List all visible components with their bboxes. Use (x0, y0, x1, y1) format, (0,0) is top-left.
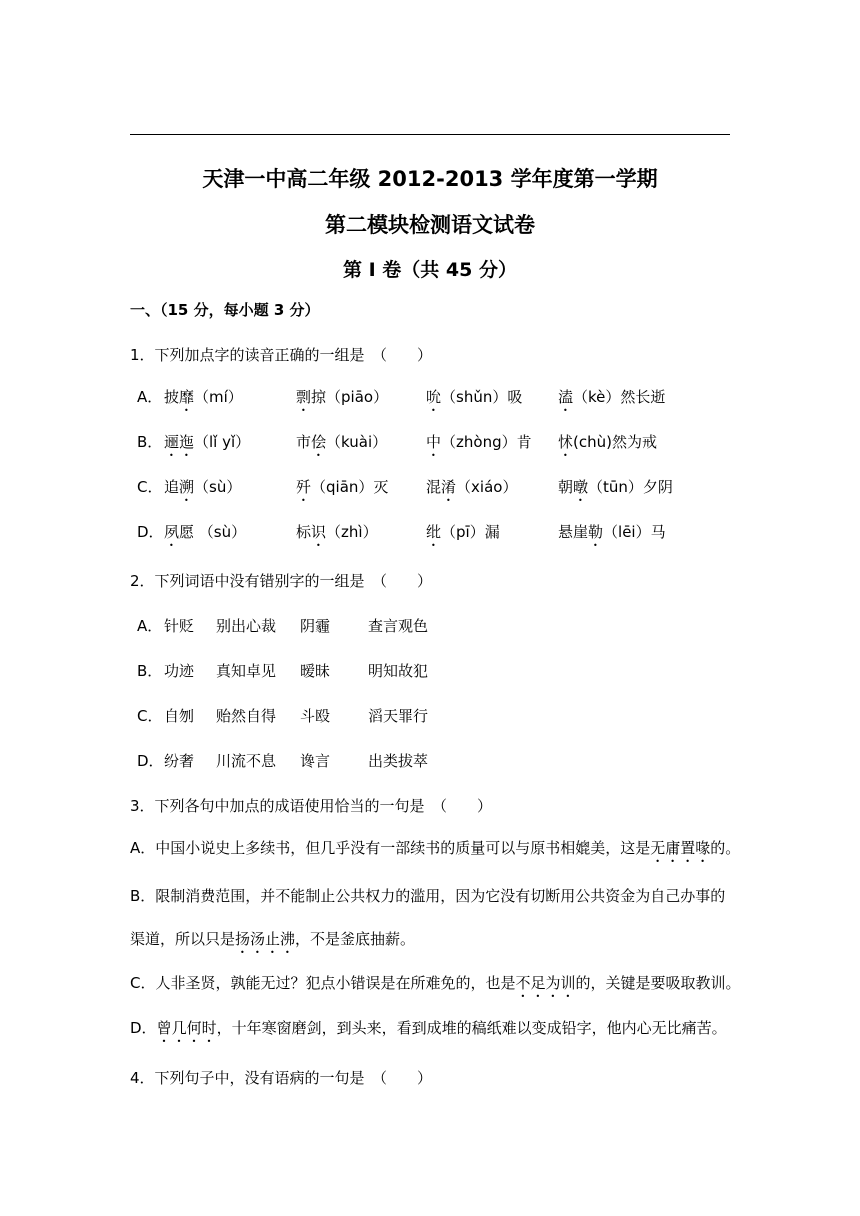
option-label: A． (137, 617, 163, 635)
option-item: 查言观色 (368, 617, 429, 635)
option-item: 真知卓见 (216, 662, 277, 680)
option-label: B． (137, 662, 163, 680)
question-3-option-c: C．人非圣贤，孰能无过？犯点小错误是在所难免的，也是不足为训的，关键是要吸取教训。 (130, 974, 741, 992)
option-item: 中（zhòng）肯 (426, 433, 532, 451)
option-item: 明知故犯 (368, 662, 429, 680)
option-item: 混淆（xiáo） (426, 478, 518, 496)
dotted-idiom: 曾几何时 (156, 1019, 217, 1037)
dotted-char: 勒 (588, 523, 604, 541)
option-item: 剽掠（piāo） (296, 388, 389, 406)
question-2-stem: 2．下列词语中没有错别字的一组是 （ ） (130, 572, 433, 590)
exam-title: 天津一中高二年级 2012-2013 学年度第一学期 (202, 167, 658, 191)
option-item: 朝暾（tūn）夕阴 (558, 478, 673, 496)
dotted-char: 溘 (558, 388, 574, 406)
dotted-char: 靡 (179, 388, 195, 406)
volume-title: 第 I 卷（共 45 分） (343, 259, 517, 281)
option-label: A． (137, 388, 163, 406)
dotted-char: 识 (311, 523, 327, 541)
dotted-char: 侩 (311, 433, 327, 451)
option-item: 自刎 (164, 707, 195, 725)
dotted-char: 歼 (296, 478, 312, 496)
option-label: C． (137, 707, 163, 725)
option-item: 纷奢 (164, 752, 195, 770)
option-item: 悬崖勒（lēi）马 (558, 523, 666, 541)
option-label: B． (137, 433, 163, 451)
dotted-char: 怵 (558, 433, 574, 451)
option-item: 追溯（sù） (164, 478, 242, 496)
option-item: 川流不息 (216, 752, 277, 770)
option-item: 歼（qiān）灭 (296, 478, 389, 496)
option-item: 逦迤（lǐ yǐ） (164, 433, 251, 451)
dotted-char: 暾 (573, 478, 589, 496)
dotted-char: 夙 (164, 523, 180, 541)
option-item: 斗殴 (300, 707, 331, 725)
dotted-idiom: 不足为训 (515, 974, 576, 992)
option-label: D． (137, 523, 164, 541)
dotted-char: 吮 (426, 388, 442, 406)
option-label: D． (137, 752, 164, 770)
option-item: 针贬 (164, 617, 195, 635)
option-item: 别出心裁 (216, 617, 277, 635)
dotted-char: 纰 (426, 523, 442, 541)
option-item: 市侩（kuài） (296, 433, 388, 451)
header-rule (130, 134, 730, 135)
option-item: 溘（kè）然长逝 (558, 388, 666, 406)
option-item: 暧昧 (300, 662, 331, 680)
option-item: 贻然自得 (216, 707, 277, 725)
option-item: 披靡（mí） (164, 388, 243, 406)
option-item: 滔天罪行 (368, 707, 429, 725)
option-item: 吮（shǔn）吸 (426, 388, 523, 406)
dotted-char: 中 (426, 433, 442, 451)
question-1-stem: 1．下列加点字的读音正确的一组是 （ ） (130, 346, 433, 364)
option-label: C． (137, 478, 163, 496)
dotted-idiom: 无庸置喙 (650, 839, 711, 857)
option-item: 谗言 (300, 752, 331, 770)
option-item: 阴霾 (300, 617, 331, 635)
question-3-option-b: B．限制消费范围，并不能制止公共权力的滥用，因为它没有切断用公共资金为自己办事的 (130, 887, 726, 905)
exam-subtitle: 第二模块检测语文试卷 (325, 213, 535, 237)
option-item: 夙愿 （sù） (164, 523, 247, 541)
option-item: 纰（pī）漏 (426, 523, 500, 541)
question-3-option-b-cont: 渠道，所以只是扬汤止沸，不是釜底抽薪。 (130, 930, 416, 948)
dotted-char: 剽 (296, 388, 312, 406)
option-item: 功迹 (164, 662, 195, 680)
option-item: 出类拔萃 (368, 752, 429, 770)
question-4-stem: 4．下列句子中，没有语病的一句是 （ ） (130, 1069, 433, 1087)
dotted-idiom: 扬汤止沸 (235, 930, 296, 948)
section-heading: 一、（15 分，每小题 3 分） (130, 301, 320, 319)
option-item: 怵(chù)然为戒 (558, 433, 657, 451)
question-3-stem: 3．下列各句中加点的成语使用恰当的一句是 （ ） (130, 797, 493, 815)
question-3-option-a: A．中国小说史上多续书，但几乎没有一部续书的质量可以与原书相媲美，这是无庸置喙的。 (130, 839, 741, 857)
dotted-char: 淆 (441, 478, 457, 496)
question-3-option-d: D．曾几何时，十年寒窗磨剑，到头来，看到成堆的稿纸难以变成铅字，他内心无比痛苦。 (130, 1019, 727, 1037)
dotted-char: 溯 (179, 478, 195, 496)
option-item: 标识（zhì） (296, 523, 378, 541)
dotted-char: 逦迤 (164, 433, 195, 451)
